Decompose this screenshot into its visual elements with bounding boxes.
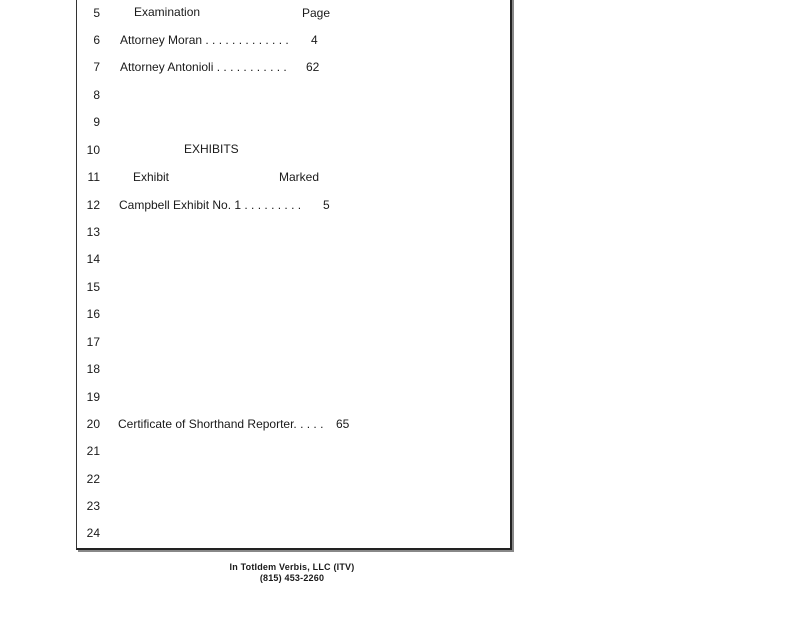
certificate-entry-label: Certificate of Shorthand Reporter. . . . .: [118, 417, 324, 431]
exhibits-title: EXHIBITS: [184, 142, 239, 156]
index-entry-page: 62: [306, 60, 320, 74]
certificate-entry-page: 65: [336, 417, 350, 431]
examination-header: Examination: [134, 5, 201, 19]
line-number: 14: [86, 252, 100, 266]
index-entry-label: Attorney Antonioli . . . . . . . . . . .: [120, 60, 287, 74]
index-entry-page: 4: [311, 33, 318, 47]
footer-phone: (815) 453-2260: [259, 573, 325, 583]
line-number: 12: [86, 198, 100, 212]
index-entry-label: Attorney Moran . . . . . . . . . . . . .: [120, 33, 289, 47]
line-number: 22: [86, 472, 100, 486]
exhibit-entry-marked: 5: [323, 198, 330, 212]
line-number: 19: [86, 390, 100, 404]
line-number: 7: [93, 60, 100, 74]
line-number: 17: [86, 335, 100, 349]
line-number: 21: [86, 444, 100, 458]
line-number: 18: [86, 362, 100, 376]
line-number: 6: [93, 33, 100, 47]
line-number: 13: [86, 225, 100, 239]
line-number: 23: [86, 499, 100, 513]
line-number: 8: [93, 88, 100, 102]
page-header: Page: [302, 6, 331, 20]
line-number: 20: [86, 417, 100, 431]
marked-header: Marked: [279, 170, 320, 184]
line-number: 11: [87, 170, 100, 184]
line-number: 15: [86, 280, 100, 294]
line-number: 24: [86, 526, 100, 540]
exhibit-header: Exhibit: [133, 170, 170, 184]
line-number: 10: [86, 143, 100, 157]
transcript-page: [76, 0, 512, 550]
exhibit-entry-label: Campbell Exhibit No. 1 . . . . . . . . .: [119, 198, 302, 212]
line-number: 5: [93, 6, 100, 20]
line-number: 16: [86, 307, 100, 321]
line-number: 9: [93, 115, 100, 129]
footer-company: In TotIdem Verbis, LLC (ITV): [229, 562, 355, 572]
